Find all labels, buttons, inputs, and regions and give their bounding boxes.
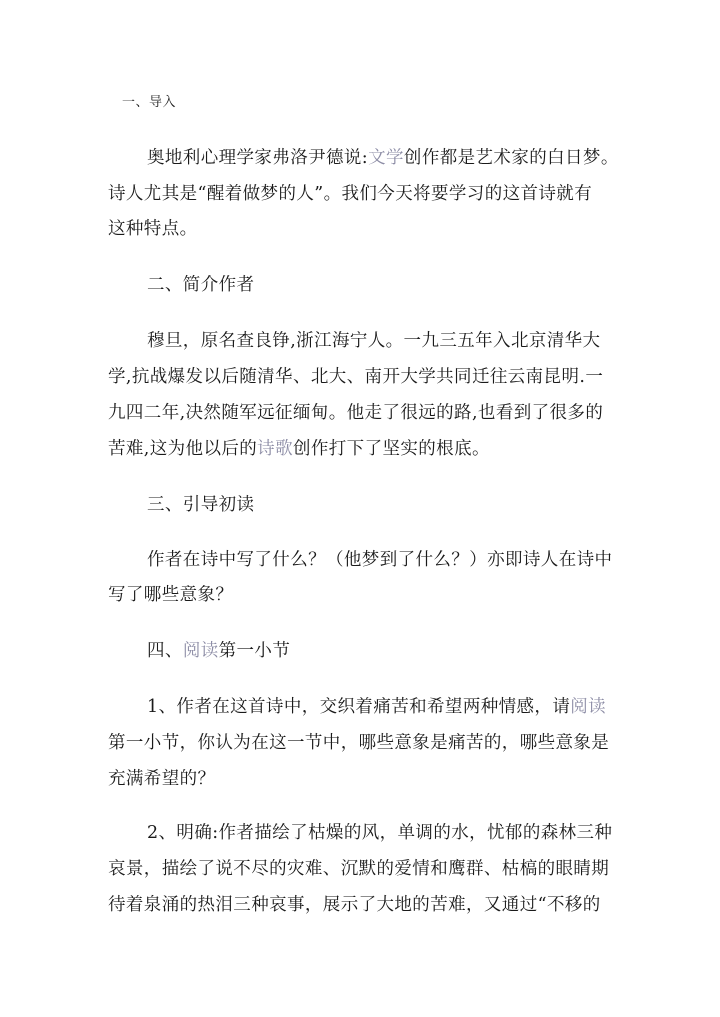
highlighted-keyword[interactable]: 阅读 xyxy=(570,697,607,717)
text-segment: 奥地利心理学家弗洛尹德说: xyxy=(147,148,369,168)
paragraph-line: 待着泉涌的热泪三种哀事，展示了大地的苦难，又通过“不移的 xyxy=(108,895,601,915)
paragraph-line: 写了哪些意象？ xyxy=(108,585,234,605)
text-segment: 创作都是艺术家的白日梦。 xyxy=(403,148,619,168)
paragraph-line: 诗人尤其是“醒着做梦的人”。我们今天将要学习的这首诗就有 xyxy=(108,184,593,204)
paragraph-line: 穆旦，原名查良铮,浙江海宁人。一九三五年入北京清华大 xyxy=(147,331,601,351)
paragraph-line: 这种特点。 xyxy=(108,219,198,239)
paragraph-line: 充满希望的？ xyxy=(108,769,216,789)
highlighted-keyword[interactable]: 诗歌 xyxy=(257,439,293,459)
paragraph-line: 2、明确:作者描绘了枯燥的风，单调的水，忧郁的森林三种 xyxy=(147,823,613,843)
highlighted-keyword[interactable]: 阅读 xyxy=(182,641,219,661)
paragraph-line xyxy=(108,438,490,460)
paragraph-line: 九四二年,决然随军远征缅甸。他走了很远的路,也看到了很多的 xyxy=(108,403,604,423)
text-segment: 四、 xyxy=(147,641,183,661)
section-heading-reading: 三、引导初读 xyxy=(147,495,255,515)
paragraph-line: 学,抗战爆发以后随清华、北大、南开大学共同迁往云南昆明.一 xyxy=(108,367,604,387)
paragraph-line xyxy=(147,147,619,169)
paragraph-line: 哀景，描绘了说不尽的灾难、沉默的爱情和鹰群、枯槁的眼睛期 xyxy=(108,859,610,879)
text-segment: 第一小节 xyxy=(218,641,291,661)
paragraph-line xyxy=(147,696,606,718)
text-segment: 创作打下了坚实的根底。 xyxy=(292,439,490,459)
section-heading-first-stanza xyxy=(147,640,290,662)
text-segment: 1、作者在这首诗中，交织着痛苦和希望两种情感，请 xyxy=(147,697,571,717)
highlighted-keyword[interactable]: 文学 xyxy=(368,148,404,168)
intro-heading: 一、导入 xyxy=(122,95,177,110)
paragraph-line: 作者在诗中写了什么？（他梦到了什么？）亦即诗人在诗中 xyxy=(147,550,613,570)
paragraph-line: 第一小节，你认为在这一节中，哪些意象是痛苦的，哪些意象是 xyxy=(108,733,610,753)
text-segment: 苦难,这为他以后的 xyxy=(108,439,258,459)
section-heading-author: 二、简介作者 xyxy=(147,275,255,295)
